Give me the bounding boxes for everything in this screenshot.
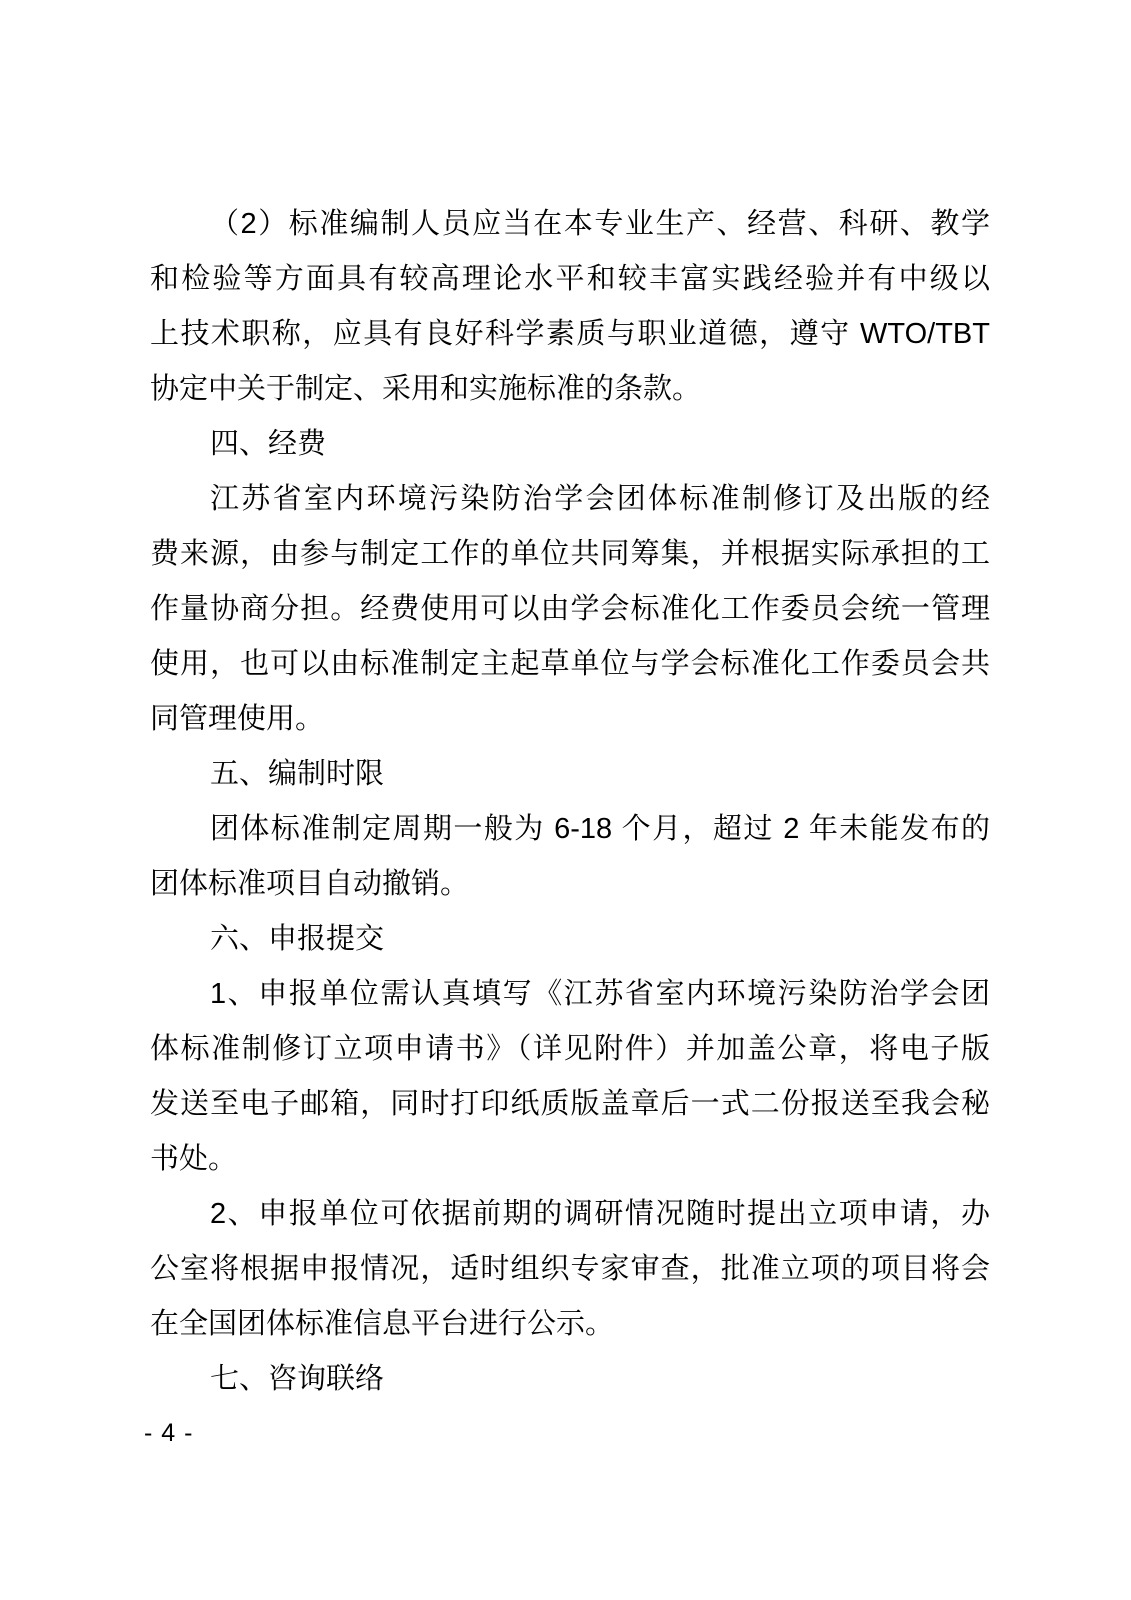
paragraph (150, 472, 990, 747)
text-line: 使用，也可以由标准制定主起草单位与学会标准化工作委员会共 (150, 648, 990, 680)
text-line: 六、申报提交 (210, 923, 385, 955)
paragraph (150, 967, 990, 1187)
text-line: 和检验等方面具有较高理论水平和较丰富实践经验并有中级以 (150, 263, 990, 295)
text-line: 书处。 (150, 1143, 238, 1175)
section-heading (150, 1352, 990, 1407)
text-line: 上技术职称，应具有良好科学素质与职业道德，遵守 WTO/TBT (150, 318, 990, 350)
text-line: 七、咨询联络 (210, 1363, 385, 1395)
document-body (150, 197, 990, 1407)
text-line: （2）标准编制人员应当在本专业生产、经营、科研、教学 (210, 208, 990, 240)
text-line: 2、申报单位可依据前期的调研情况随时提出立项申请，办 (210, 1198, 990, 1230)
text-line: 五、编制时限 (210, 758, 385, 790)
text-line: 作量协商分担。经费使用可以由学会标准化工作委员会统一管理 (150, 593, 990, 625)
text-line: 四、经费 (210, 428, 327, 460)
text-line: 江苏省室内环境污染防治学会团体标准制修订及出版的经 (210, 483, 990, 515)
text-line: 公室将根据申报情况，适时组织专家审查，批准立项的项目将会 (150, 1253, 990, 1285)
paragraph (150, 802, 990, 912)
text-line: 1、申报单位需认真填写《江苏省室内环境污染防治学会团 (210, 978, 990, 1010)
text-line: 协定中关于制定、采用和实施标准的条款。 (150, 373, 702, 405)
text-line: 团体标准制定周期一般为 6-18 个月，超过 2 年未能发布的 (210, 813, 990, 845)
text-line: 团体标准项目自动撤销。 (150, 868, 470, 900)
paragraph (150, 1187, 990, 1352)
text-line: 发送至电子邮箱，同时打印纸质版盖章后一式二份报送至我会秘 (150, 1088, 990, 1120)
text-line: 同管理使用。 (150, 703, 325, 735)
text-line: 体标准制修订立项申请书》（详见附件）并加盖公章，将电子版 (150, 1033, 990, 1065)
page-number: - 4 - (144, 1419, 194, 1447)
section-heading (150, 417, 990, 472)
text-line: 费来源，由参与制定工作的单位共同筹集，并根据实际承担的工 (150, 538, 990, 570)
section-heading (150, 912, 990, 967)
section-heading (150, 747, 990, 802)
paragraph (150, 197, 990, 417)
text-line: 在全国团体标准信息平台进行公示。 (150, 1308, 615, 1340)
